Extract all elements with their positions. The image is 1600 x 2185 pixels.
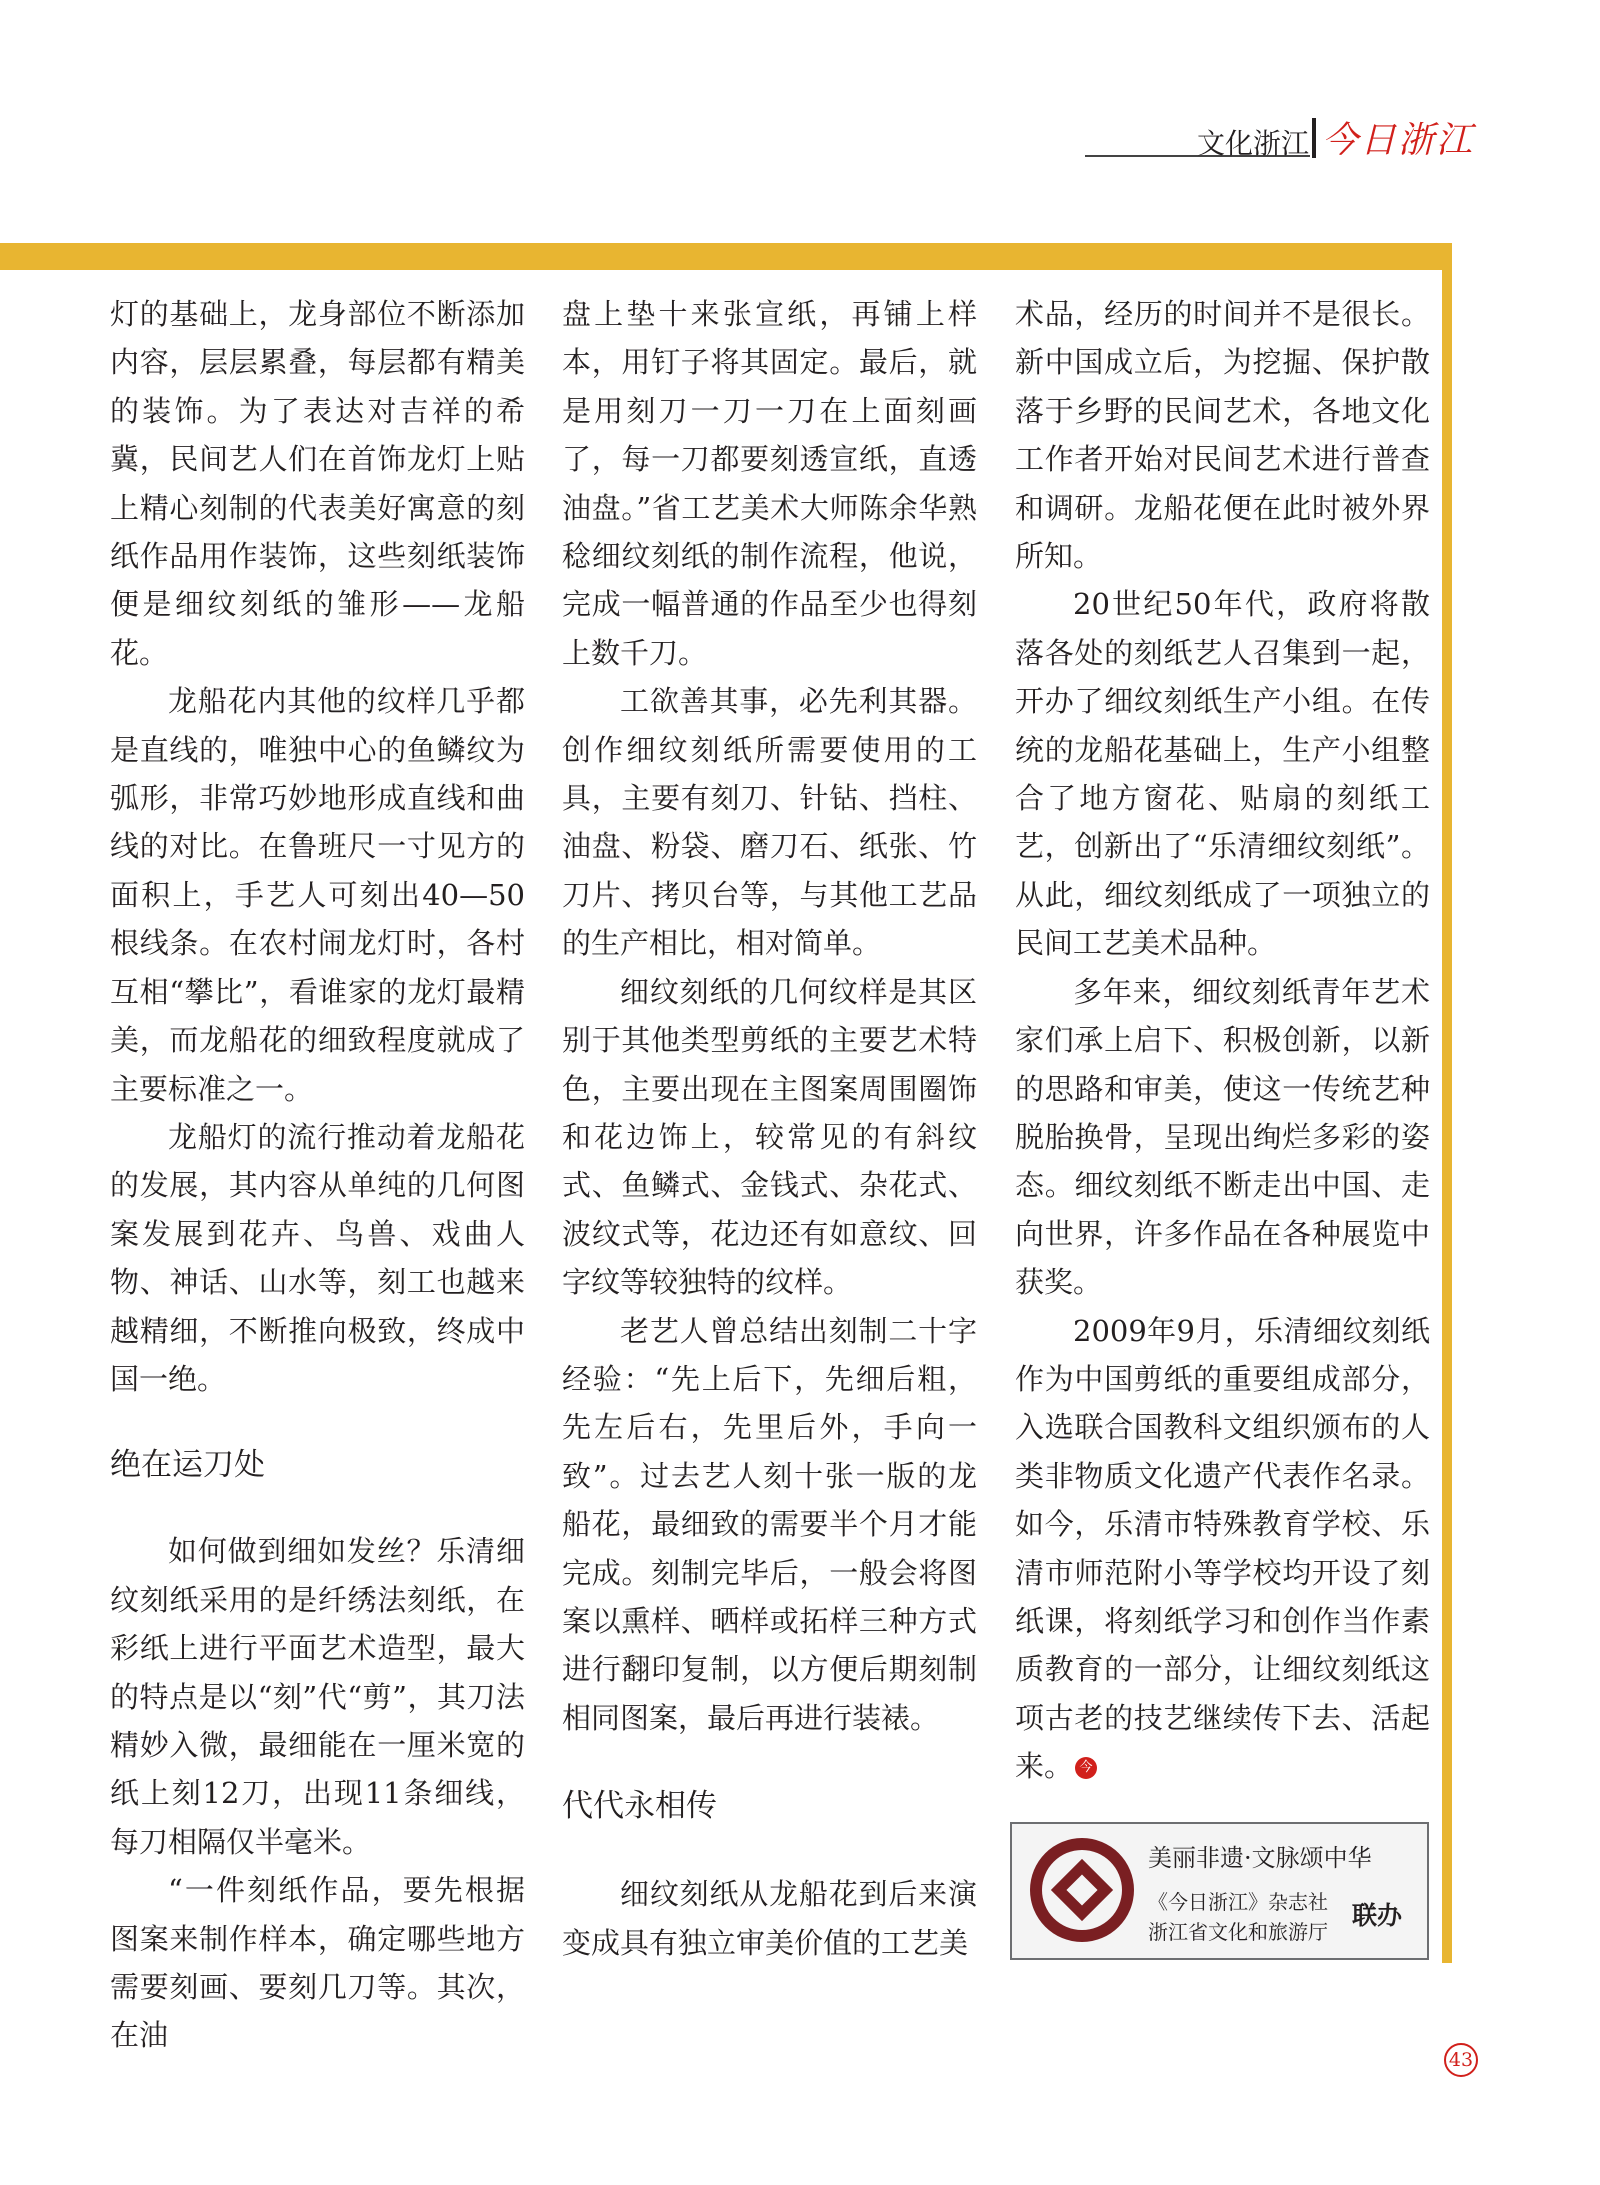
paragraph: “一件刻纸作品，要先根据图案来制作样本，确定哪些地方需要刻画、要刻几刀等。其次，在油	[110, 1873, 525, 2053]
article-column-1	[110, 290, 525, 2060]
page-number: 43	[1444, 2043, 1478, 2077]
section-heading: 代代永相传	[562, 1788, 717, 1825]
paragraph: 多年来，细纹刻纸青年艺术家们承上启下、积极创新，以新的思路和审美，使这一传统艺种脱胎换骨，呈现出绚烂多彩的姿态。细纹刻纸不断走出中国、走向世界，许多作品在各种展览中获奖。	[1015, 974, 1430, 1300]
paragraph: 术品，经历的时间并不是很长。新中国成立后，为挖掘、保护散落于乡野的民间艺术，各地文化工作者开始对民间艺术进行普查和调研。龙船花便在此时被外界所知。	[1015, 297, 1430, 574]
paragraph: 20世纪50年代，政府将散落各处的刻纸艺人召集到一起，开办了细纹刻纸生产小组。在传统的龙船花基础上，生产小组整合了地方窗花、贴扇的刻纸工艺，创新出了“乐清细纹刻纸”。从此，细纹刻纸成了一项独立的民间工艺美术品种。	[1015, 587, 1430, 961]
promo-joint-label: 联办	[1352, 1901, 1403, 1930]
paragraph: 工欲善其事，必先利其器。创作细纹刻纸所需要使用的工具，主要有刻刀、针钻、挡柱、油盘、粉袋、磨刀石、纸张、竹刀片、拷贝台等，与其他工艺品的生产相比，相对简单。	[562, 684, 977, 961]
section-heading: 绝在运刀处	[110, 1447, 265, 1484]
intangible-heritage-seal-icon	[1030, 1838, 1134, 1942]
header-divider	[1312, 118, 1316, 158]
paragraph: 细纹刻纸从龙船花到后来演变成具有独立审美价值的工艺美	[562, 1877, 977, 1960]
end-mark-icon: 今	[1075, 1757, 1097, 1779]
paragraph: 龙船花内其他的纹样几乎都是直线的，唯独中心的鱼鳞纹为弧形，非常巧妙地形成直线和曲线的对比。在鲁班尺一寸见方的面积上，手艺人可刻出40—50根线条。在农村闹龙灯时，各村互相“攀比”，看谁家的龙灯最精美，而龙船花的细致程度就成了主要标准之一。	[110, 684, 525, 1106]
magazine-logo: 今日浙江	[1322, 120, 1475, 161]
promo-slogan: 美丽非遗·文脉颂中华	[1148, 1844, 1372, 1872]
accent-side-rule	[1442, 243, 1452, 1963]
paragraph: 细纹刻纸的几何纹样是其区别于其他类型剪纸的主要艺术特色，主要出现在主图案周围圈饰和花边饰上，较常见的有斜纹式、鱼鳞式、金钱式、杂花式、波纹式等，花边还有如意纹、回字纹等较独特的纹样。	[562, 974, 977, 1300]
promo-organizer-2: 浙江省文化和旅游厅	[1148, 1920, 1328, 1944]
paragraph: 龙船灯的流行推动着龙船花的发展，其内容从单纯的几何图案发展到花卉、鸟兽、戏曲人物、神话、山水等，刻工也越来越精细，不断推向极致，终成中国一绝。	[110, 1119, 525, 1396]
promo-box	[1010, 1822, 1429, 1960]
header-section-title: 文化浙江	[1196, 127, 1309, 160]
promo-organizer-1: 《今日浙江》杂志社	[1148, 1890, 1328, 1914]
paragraph: 盘上垫十来张宣纸，再铺上样本，用钉子将其固定。最后，就是用刻刀一刀一刀在上面刻画了，每一刀都要刻透宣纸，直透油盘。”省工艺美术大师陈余华熟稔细纹刻纸的制作流程，他说，完成一幅普通的作品至少也得刻上数千刀。	[562, 297, 977, 670]
paragraph-text: 2009年9月，乐清细纹刻纸作为中国剪纸的重要组成部分，入选联合国教科文组织颁布的人类非物质文化遗产代表作名录。如今，乐清市特殊教育学校、乐清市师范附小等学校均开设了刻纸课，将刻纸学习和创作当作素质教育的一部分，让细纹刻纸这项古老的技艺继续传下去、活起来。	[1015, 1313, 1430, 1784]
paragraph: 老艺人曾总结出刻制二十字经验：“先上后下，先细后粗，先左后右，先里后外，手向一致”。过去艺人刻十张一版的龙船花，最细致的需要半个月才能完成。刻制完毕后，一般会将图案以熏样、晒样或拓样三种方式进行翻印复制，以方便后期刻制相同图案，最后再进行装裱。	[562, 1313, 977, 1735]
paragraph: 灯的基础上，龙身部位不断添加内容，层层累叠，每层都有精美的装饰。为了表达对吉祥的希冀，民间艺人们在首饰龙灯上贴上精心刻制的代表美好寓意的刻纸作品用作装饰，这些刻纸装饰便是细纹刻纸的雏形——龙船花。	[110, 297, 525, 670]
article-column-3	[1015, 290, 1430, 1791]
article-column-2	[562, 290, 977, 1967]
accent-band	[0, 243, 1452, 270]
paragraph: 如何做到细如发丝？乐清细纹刻纸采用的是纤绣法刻纸，在彩纸上进行平面艺术造型，最大的特点是以“刻”代“剪”，其刀法精妙入微，最细能在一厘米宽的纸上刻12刀，出现11条细线，每刀相隔仅半毫米。	[110, 1534, 525, 1859]
paragraph	[1015, 1307, 1430, 1791]
